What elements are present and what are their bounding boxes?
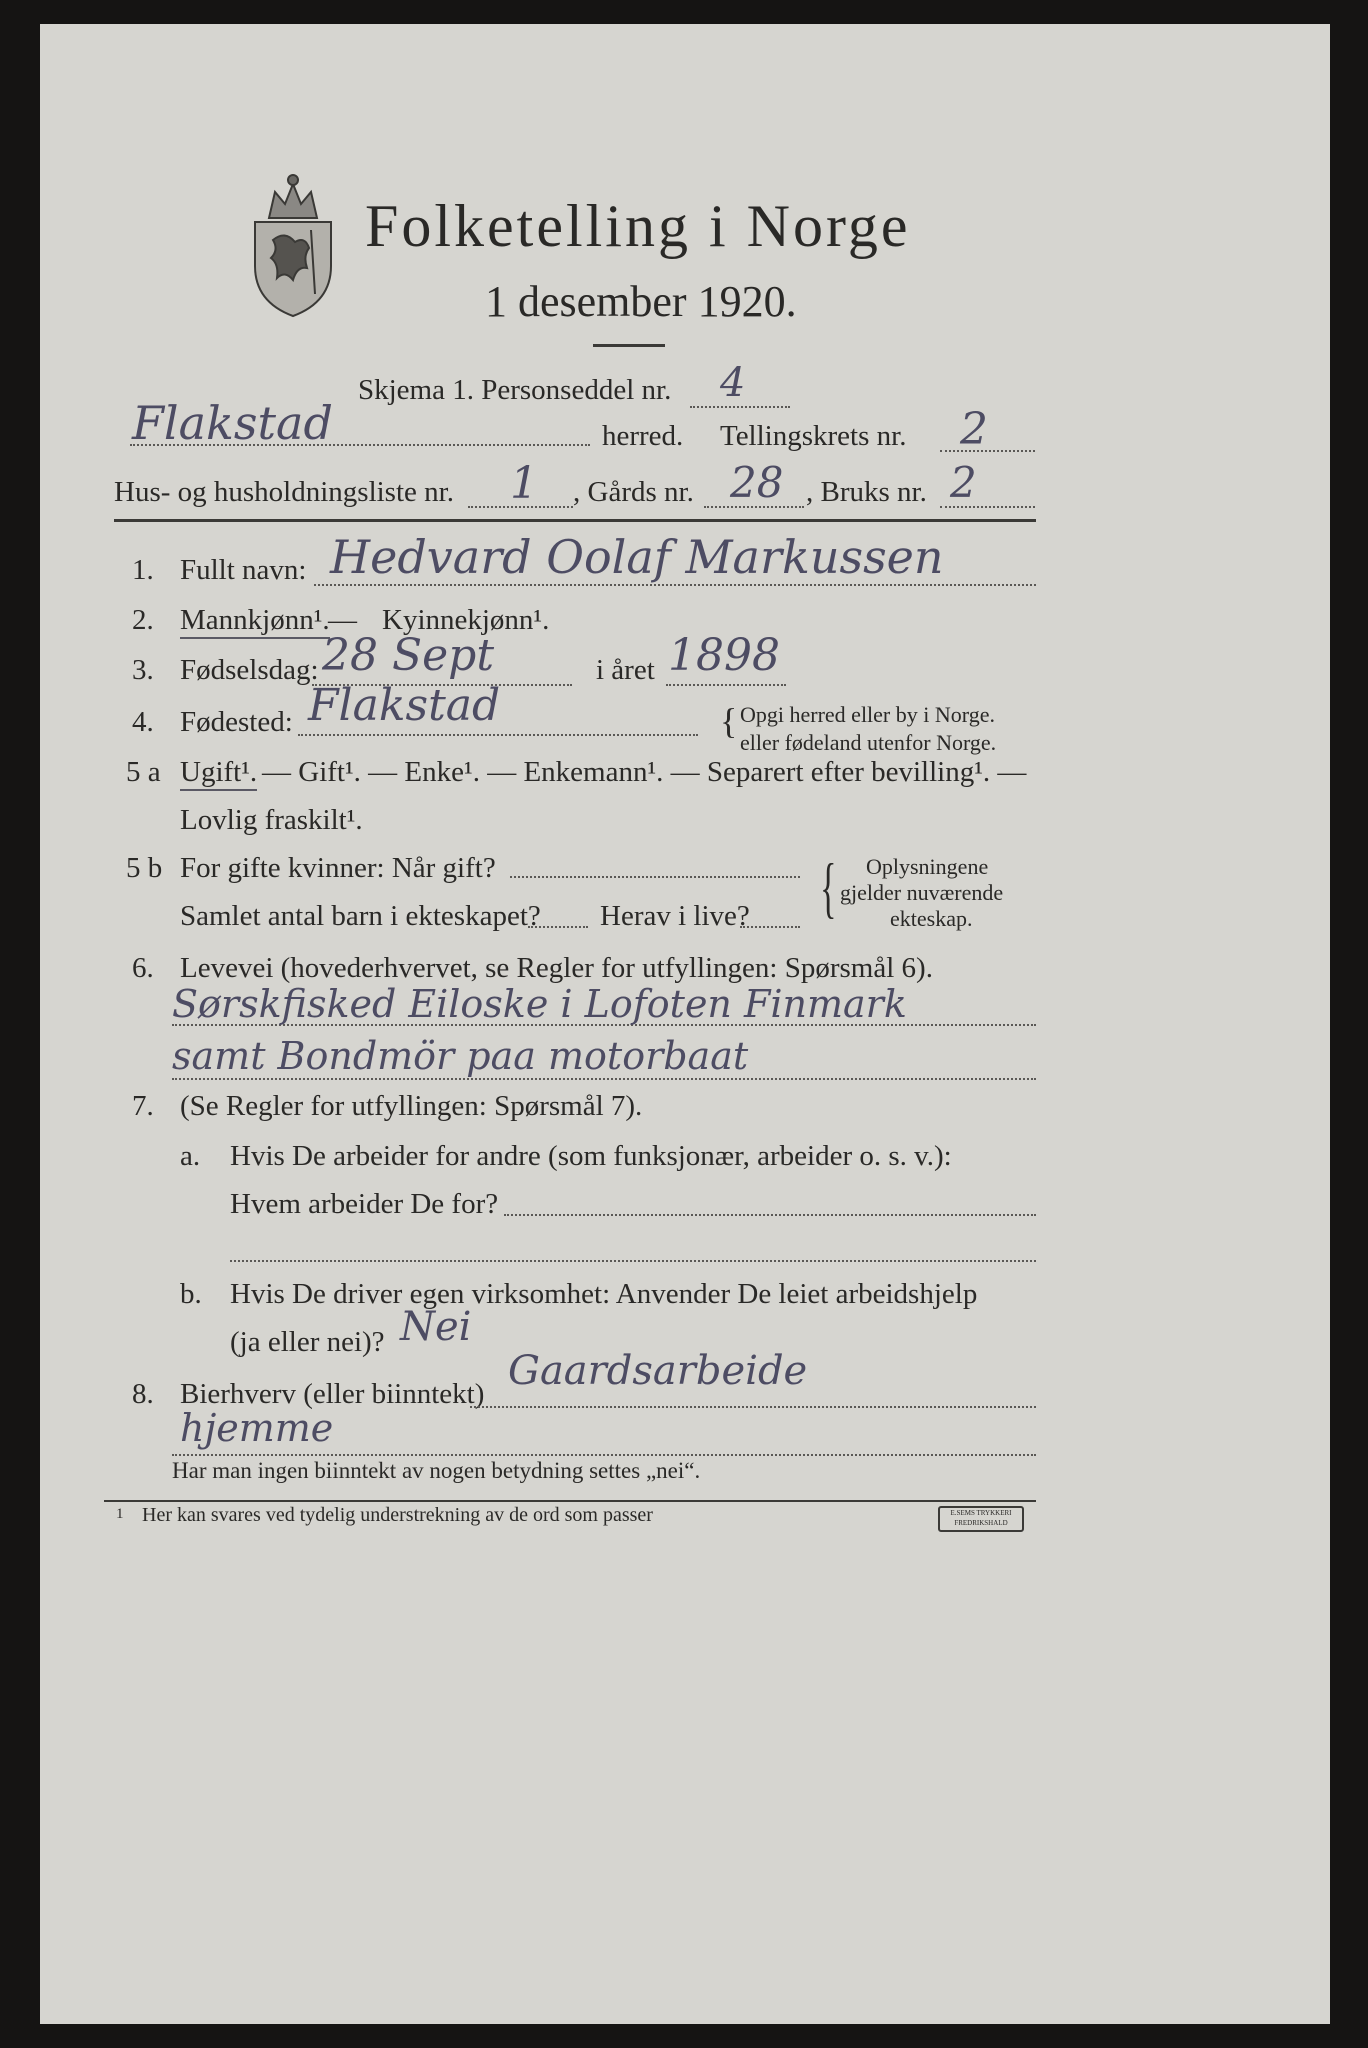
skjema-label: Skjema 1. Personseddel nr.: [358, 374, 672, 406]
coat-of-arms-icon: [245, 170, 341, 318]
marriage-note-2: gjelder nuværende: [840, 880, 1004, 905]
birthplace-field-line: [298, 734, 698, 736]
employer-label: Hvem arbeider De for?: [230, 1188, 499, 1220]
full-name-value[interactable]: Hedvard Oolaf Markussen: [330, 530, 944, 584]
birthdate-label: Fødselsdag:: [180, 654, 319, 686]
birthplace-note-2: eller fødeland utenfor Norge.: [740, 730, 997, 755]
children-alive-field-line: [740, 926, 800, 928]
birthdate-value[interactable]: 28 Sept: [322, 630, 495, 681]
children-total-field-line: [528, 926, 588, 928]
tellingskrets-label: Tellingskrets nr.: [720, 420, 907, 452]
printer-stamp-line-1: E.SEMS TRYKKERI: [950, 1509, 1012, 1517]
q1-number: 1.: [132, 554, 154, 586]
occupation-value-2[interactable]: samt Bondmör paa motorbaat: [172, 1034, 749, 1078]
employer-field-line-1[interactable]: [504, 1214, 1036, 1216]
husliste-label: Hus- og husholdningsliste nr.: [114, 476, 454, 508]
birthplace-value[interactable]: Flakstad: [308, 680, 501, 731]
marriage-note-1: Oplysningene: [866, 854, 989, 879]
form-title: Folketelling i Norge: [365, 193, 911, 259]
q7-number: 7.: [132, 1090, 154, 1122]
occupation-label: Levevei (hovederhvervet, se Regler for utfyllingen: Spørsmål 6).: [180, 952, 933, 984]
children-total-label: Samlet antal barn i ekteskapet?: [180, 900, 541, 932]
footnote-mark: 1: [116, 1506, 124, 1522]
occupation-value-1[interactable]: Sørskfisked Eiloske i Lofoten Finmark: [172, 982, 907, 1026]
q4-number: 4.: [132, 706, 154, 738]
footnote-rule: [104, 1500, 1036, 1502]
gender-separator: —: [328, 604, 357, 636]
female-option[interactable]: Kyinnekjønn¹.: [382, 604, 550, 636]
q5b-number: 5 b: [126, 852, 163, 884]
side-income-value-2[interactable]: hjemme: [180, 1406, 334, 1450]
husliste-nr-value[interactable]: 1: [510, 458, 538, 509]
q5a-number: 5 a: [126, 756, 161, 788]
printer-stamp-line-2: FREDRIKSHALD: [954, 1519, 1008, 1527]
occupation-field-line-2: [172, 1078, 1036, 1080]
side-income-field-line-1: [470, 1406, 1036, 1408]
birthyear-label: i året: [596, 654, 655, 686]
birthplace-label: Fødested:: [180, 706, 293, 738]
bruks-label: , Bruks nr.: [806, 476, 927, 508]
unmarried-option[interactable]: Ugift¹.: [180, 756, 257, 791]
footnote-text: Her kan svares ved tydelig understrekning av de ord som passer: [142, 1504, 653, 1526]
personseddel-field-line: [690, 406, 790, 408]
gards-label: , Gårds nr.: [573, 476, 694, 508]
q7-label: (Se Regler for utfyllingen: Spørsmål 7).: [180, 1090, 643, 1122]
q8-number: 8.: [132, 1378, 154, 1410]
full-name-field-line: [314, 584, 1036, 586]
birthyear-value[interactable]: 1898: [668, 630, 780, 681]
birthplace-brace-icon: {: [720, 701, 738, 741]
side-income-label: Bierhverv (eller biinntekt): [180, 1378, 485, 1410]
printer-stamp: [938, 1506, 1024, 1532]
herred-label: herred.: [602, 420, 684, 452]
tellingskrets-nr-value[interactable]: 2: [960, 404, 988, 455]
gards-nr-value[interactable]: 28: [730, 458, 784, 507]
marriage-brace-icon: {: [820, 849, 837, 925]
full-name-label: Fullt navn:: [180, 554, 307, 586]
children-alive-label: Herav i live?: [600, 900, 750, 932]
header-rule: [114, 519, 1036, 522]
q7a-letter: a.: [180, 1140, 201, 1172]
title-divider: [593, 344, 665, 347]
side-income-field-line-2: [172, 1454, 1036, 1456]
side-income-note: Har man ingen biinntekt av nogen betydning settes „nei“.: [172, 1458, 701, 1483]
personseddel-nr-value[interactable]: 4: [720, 360, 746, 406]
census-form-sheet: [40, 24, 1330, 2024]
herred-value[interactable]: Flakstad: [132, 396, 333, 450]
divorced-option[interactable]: Lovlig fraskilt¹.: [180, 804, 363, 836]
q2-number: 2.: [132, 604, 154, 636]
employer-field-line-2[interactable]: [230, 1260, 1036, 1262]
q7b-letter: b.: [180, 1278, 202, 1310]
marriage-note-3: ekteskap.: [890, 906, 973, 931]
q6-number: 6.: [132, 952, 154, 984]
marriage-date-field-line: [510, 876, 800, 878]
marital-status-options[interactable]: — Gift¹. — Enke¹. — Enkemann¹. — Separert efter bevilling¹. —: [262, 756, 1027, 788]
hired-help-value[interactable]: Nei: [400, 1304, 472, 1350]
bruks-nr-value[interactable]: 2: [950, 458, 977, 507]
male-option[interactable]: Mannkjønn¹.: [180, 604, 330, 639]
q7a-question: Hvis De arbeider for andre (som funksjonær, arbeider o. s. v.):: [230, 1140, 952, 1172]
hired-help-label: (ja eller nei)?: [230, 1326, 385, 1358]
birthplace-note-1: Opgi herred eller by i Norge.: [740, 702, 995, 727]
married-women-label: For gifte kvinner: Når gift?: [180, 852, 496, 884]
q7b-question: Hvis De driver egen virksomhet: Anvender De leiet arbeidshjelp: [230, 1278, 978, 1310]
birthyear-field-line: [666, 684, 786, 686]
census-date: 1 desember 1920.: [485, 277, 797, 326]
side-income-value-1[interactable]: Gaardsarbeide: [508, 1348, 808, 1394]
q3-number: 3.: [132, 654, 154, 686]
